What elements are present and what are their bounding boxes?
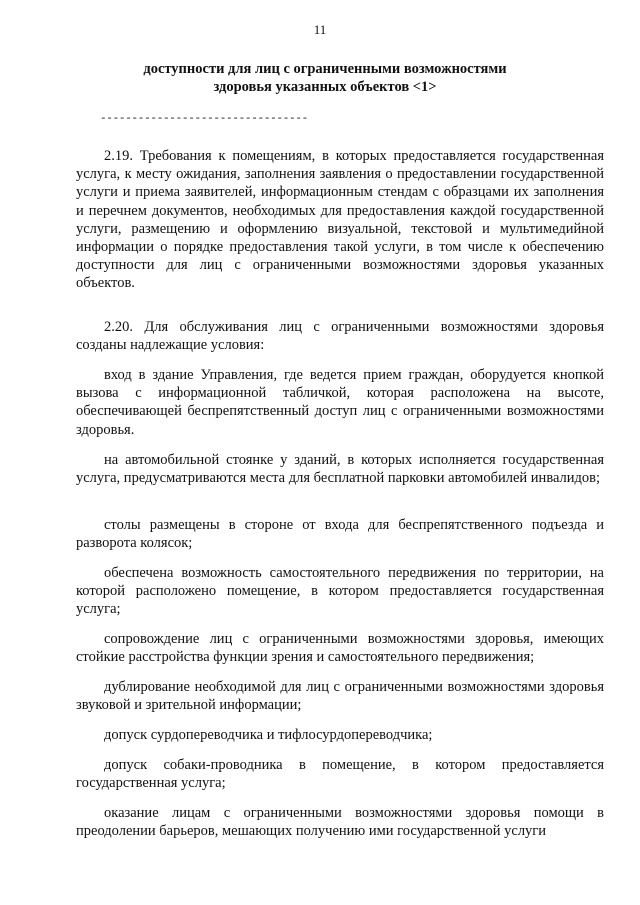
list-item-movement: обеспечена возможность самостоятельного передвижения по территории, на которой расположено помещение, в котором предоставляется государственная услуга; bbox=[76, 565, 604, 618]
list-item-duplication: дублирование необходимой для лиц с ограниченными возможностями здоровья звуковой и зрительной информации; bbox=[76, 679, 604, 714]
section-heading bbox=[60, 60, 590, 96]
list-item-parking: на автомобильной стоянке у зданий, в которых исполняется государственная услуга, предусматриваются места для бесплатной парковки автомобилей инвалидов; bbox=[76, 452, 604, 487]
heading-line-2: здоровья указанных объектов <1> bbox=[213, 79, 437, 95]
list-item-interpreter: допуск сурдопереводчика и тифлосурдопереводчика; bbox=[104, 727, 433, 743]
paragraph-2-20: 2.20. Для обслуживания лиц с ограниченными возможностями здоровья созданы надлежащие условия: bbox=[76, 319, 604, 354]
heading-line-1: доступности для лиц с ограниченными возможностями bbox=[143, 61, 507, 77]
paragraph-2-19: 2.19. Требования к помещениям, в которых предоставляется государственная услуга, к месту ожидания, заполнения заявления о предоставлении государственной услуги и приема заявителей, информационным стендам с образцами их заполнения и перечнем документов, необходимых для предоставления каждой государственной услуги, размещению и оформлению визуальной, текстовой и мультимедийной информации о порядке предоставления такой услуги, в том числе к обеспечению доступности для лиц с ограниченными возможностями здоровья указанных объектов. bbox=[76, 148, 604, 292]
list-item-assistance: оказание лицам с ограниченными возможностями здоровья помощи в преодолении барьеров, мешающих получению ими государственной услуги bbox=[76, 805, 604, 840]
list-item-tables: столы размещены в стороне от входа для беспрепятственного подъезда и разворота колясок; bbox=[76, 517, 604, 552]
page-number: 11 bbox=[313, 22, 327, 37]
footnote-separator: --------------------------------- bbox=[100, 113, 308, 125]
list-item-entrance: вход в здание Управления, где ведется прием граждан, оборудуется кнопкой вызова с информационной табличкой, которая расположена на высоте, обеспечивающей беспрепятственный доступ лиц с ограниченными возможностями здоровья. bbox=[76, 367, 604, 438]
list-item-guide-dog: допуск собаки-проводника в помещение, в котором предоставляется государственная услуга; bbox=[76, 757, 604, 792]
list-item-escort: сопровождение лиц с ограниченными возможностями здоровья, имеющих стойкие расстройства функции зрения и самостоятельного передвижения; bbox=[76, 631, 604, 666]
